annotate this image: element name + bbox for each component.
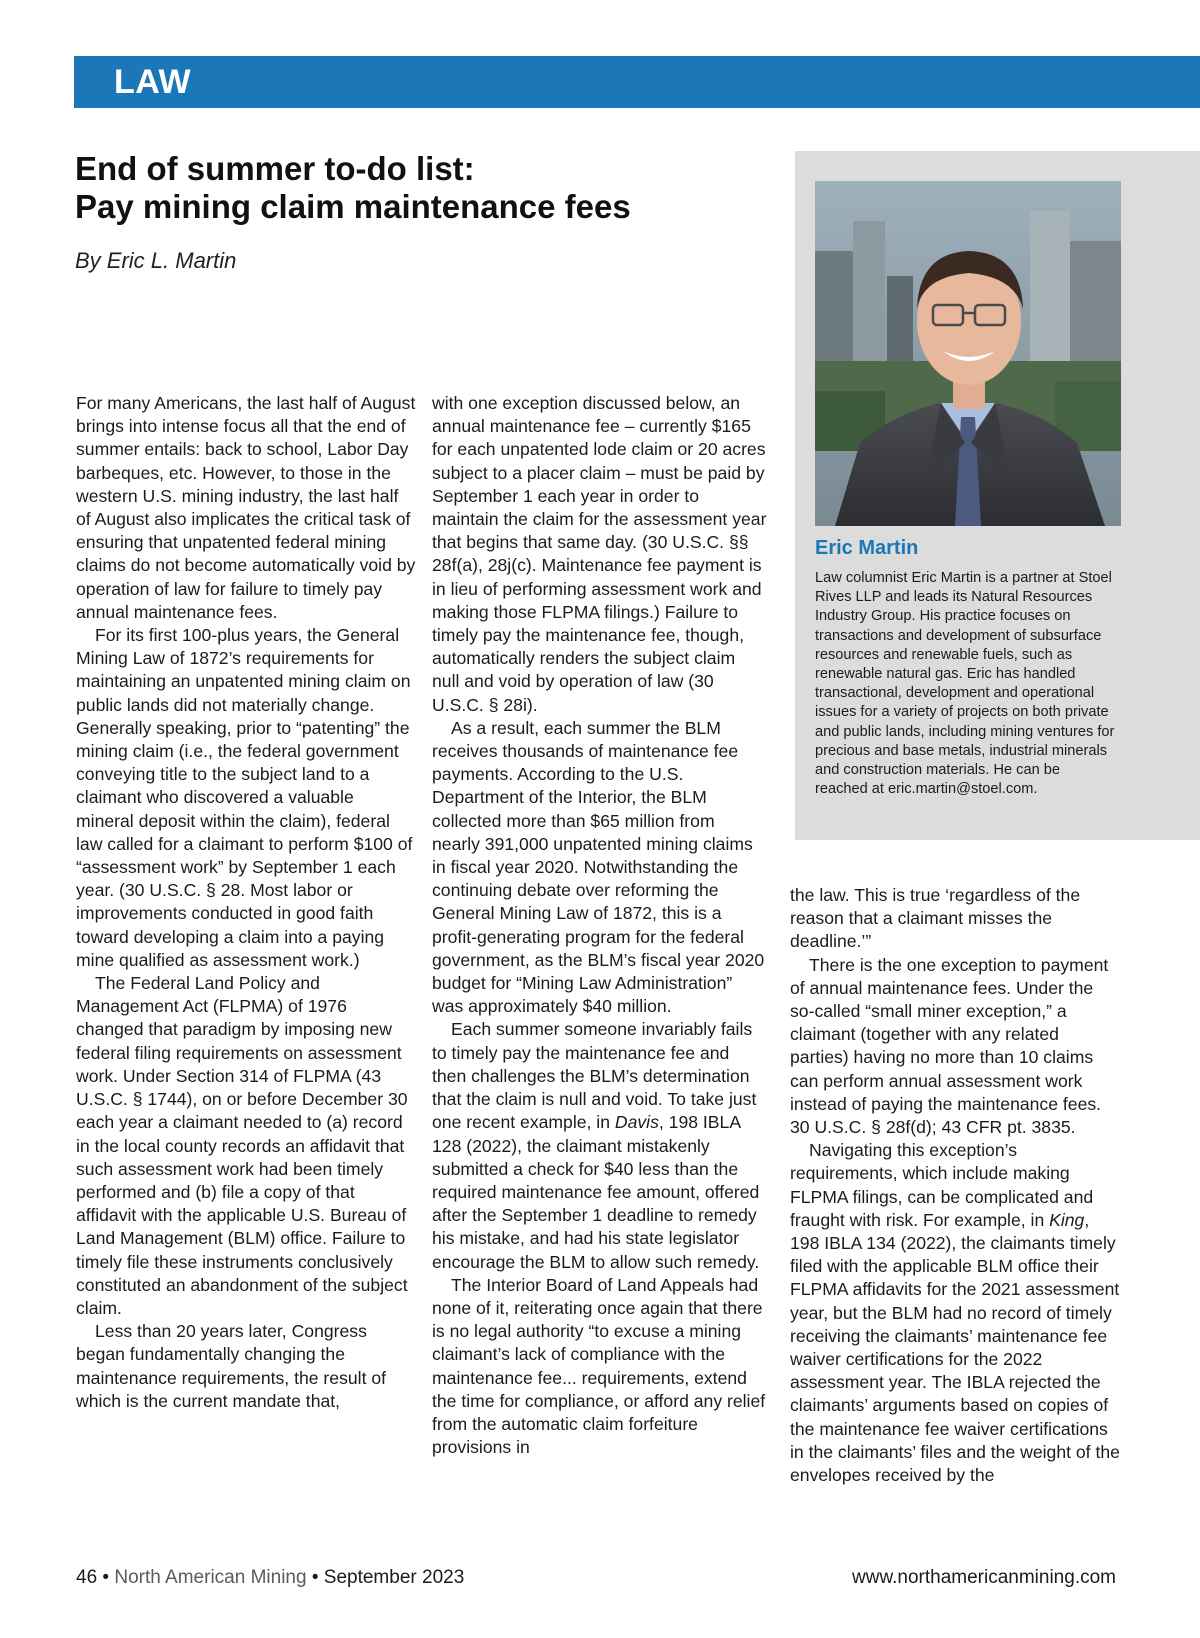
website-url[interactable]: www.northamericanmining.com (852, 1567, 1116, 1588)
article-title-line: Pay mining claim maintenance fees (75, 188, 631, 225)
case-name: Davis (614, 1112, 659, 1133)
paragraph: with one exception discussed below, an annual maintenance fee – currently $165 for each unpatented lode claim or 20 acres subject to a placer claim – must be paid by September 1 each year in order to maintain the claim for the assessment year that begins that same day. (30 U.S.C. §§ 28f(a), 28j(c). Maintenance fee payment is in lieu of performing assessment work and making those FLPMA filings.) Failure to timely pay the maintenance fee, though, automatically renders the subject claim null and void by operation of law (30 U.S.C. § 28i). (432, 393, 767, 715)
author-name: Eric Martin (815, 537, 919, 559)
paragraph: There is the one exception to payment of annual maintenance fees. Under the so-called “small miner exception,” a claimant (together with any related parties) having no more than 10 claims can perform annual assessment work instead of paying the maintenance fees. 30 U.S.C. § 28f(d); 43 CFR pt. 3835. (790, 954, 1109, 1138)
author-bio: Law columnist Eric Martin is a partner at Stoel Rives LLP and leads its Natural Resources Industry Group. His practice focuses on transactions and development of subsurface resources and renewable fuels, such as renewable natural gas. Eric has handled transactional, development and operational issues for a variety of projects on both private and public lands, including mining ventures for precious and base metals, industrial minerals and construction materials. He can be reached at eric.martin@stoel.com. (815, 570, 1115, 798)
paragraph-text: Navigating this exception’s requirements, which include making FLPMA filings, can be complicated and fraught with risk. For example, in (790, 1140, 1094, 1230)
paragraph: For many Americans, the last half of August brings into intense focus all that the end of summer entails: back to school, Labor Day barbeques, etc. However, to those in the western U.S. mining industry, the last half of August also implicates the critical task of ensuring that unpatented federal mining claims do not become automatically void by operation of law for failure to timely pay annual maintenance fees. (76, 393, 416, 622)
author-photo (815, 181, 1121, 526)
article-title (75, 150, 735, 226)
footer-separator: • (102, 1567, 110, 1588)
paragraph: Less than 20 years later, Congress began fundamentally changing the maintenance requirements, the result of which is the current mandate that, (76, 1321, 387, 1411)
paragraph-text: , 198 IBLA 128 (2022), the claimant mistakenly submitted a check for $40 less than the required maintenance fee amount, offered after the September 1 deadline to remedy his mistake, and had his state legislator encourage the BLM to allow such remedy. (432, 1112, 760, 1272)
paragraph: The Interior Board of Land Appeals had none of it, reiterating once again that there is no legal authority “to excuse a mining claimant’s lack of compliance with the maintenance fee... requirements, extend the time for compliance, or afford any relief from the automatic claim forfeiture provisions in (432, 1274, 766, 1458)
paragraph (432, 1018, 767, 1273)
article-byline: By Eric L. Martin (75, 248, 237, 273)
page-number: 46 (76, 1567, 98, 1588)
page-footer-left (76, 1567, 464, 1589)
section-header-band (74, 56, 1200, 108)
paragraph-text: Each summer someone invariably fails to timely pay the maintenance fee and then challenges the BLM’s determination that the claim is null and void. To take just one recent example, in (432, 1019, 757, 1133)
paragraph: The Federal Land Policy and Management Act (FLPMA) of 1976 changed that paradigm by imposing new federal filing requirements on assessment work. Under Section 314 of FLPMA (43 U.S.C. § 1744), on or before December 30 each year a claimant needed to (a) record in the local county records an affidavit that such assessment work had been timely performed and (b) file a copy of that affidavit with the applicable U.S. Bureau of Land Management (BLM) office. Failure to timely file these instruments conclusively constituted an abandonment of the subject claim. (76, 973, 408, 1318)
article-title-line: End of summer to-do list: (75, 150, 475, 187)
case-name: King (1049, 1209, 1085, 1230)
issue-date: September 2023 (323, 1567, 465, 1588)
section-label: LAW (114, 63, 192, 101)
article-column-1 (76, 392, 416, 1413)
article-column-2 (432, 392, 767, 1459)
author-sidebar (795, 151, 1200, 840)
paragraph (790, 1139, 1120, 1487)
footer-separator: • (311, 1567, 319, 1588)
magazine-name: North American Mining (114, 1567, 307, 1588)
paragraph: the law. This is true ‘regardless of the reason that a claimant misses the deadline.’” (790, 885, 1081, 952)
article-column-3 (790, 884, 1120, 1487)
paragraph: For its first 100-plus years, the General Mining Law of 1872’s requirements for maintaining an unpatented mining claim on public lands did not materially change. Generally speaking, prior to “patenting” the mining claim (i.e., the federal government conveying title to the subject land to a claimant who discovered a valuable mineral deposit within the claim), federal law called for a claimant to perform $100 of “assessment work” by September 1 each year. (30 U.S.C. § 28. Most labor or improvements conducted in good faith toward developing a claim into a paying mine qualified as assessment work.) (76, 625, 413, 970)
author-portrait-illustration (815, 181, 1121, 526)
paragraph: As a result, each summer the BLM receives thousands of maintenance fee payments. According to the U.S. Department of the Interior, the BLM collected more than $65 million from nearly 391,000 unpatented mining claims in fiscal year 2020. Notwithstanding the continuing debate over reforming the General Mining Law of 1872, this is a profit-generating program for the federal government, as the BLM’s fiscal year 2020 budget for “Mining Law Administration” was approximately $40 million. (432, 717, 765, 1017)
paragraph-text: , 198 IBLA 134 (2022), the claimants timely filed with the applicable BLM office their FLPMA affidavits for the 2021 assessment year, but the BLM had no record of timely receiving the claimants’ maintenance fee waiver certifications for the 2022 assessment year. The IBLA rejected the claimants’ arguments based on copies of the maintenance fee waiver certifications in the claimants’ files and the weight of the envelopes received by the (790, 1209, 1120, 1486)
